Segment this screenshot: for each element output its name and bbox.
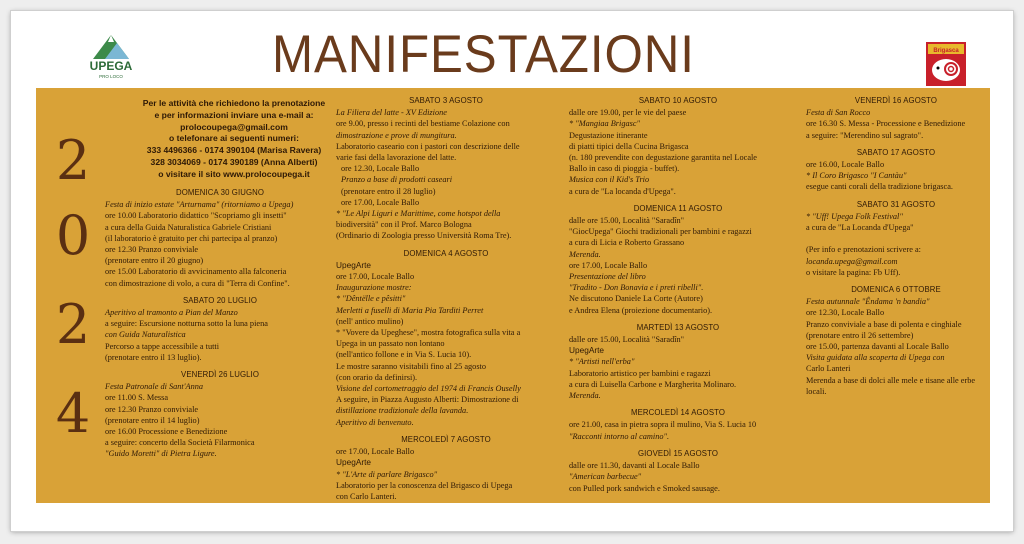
page-title: MANIFESTAZIONI [272,25,695,84]
event-line: con Pulled pork sandwich e Smoked sausage. [569,483,720,493]
event-line: con Guida Naturalistica [105,330,186,340]
event-line: La Filiera del latte - XV Edizione [336,108,447,118]
event-line: Laboratorio caseario con i pastori con descrizione delle [336,141,520,151]
event-date-heading: DOMENICA 4 AGOSTO [403,248,489,258]
event-block [806,284,986,397]
event-line: ore 11.00 S. Messa [105,393,169,403]
event-line: ore 12.30 Pranzo conviviale [105,404,199,414]
event-line: Le mostre saranno visitabili fino al 25 agosto [336,361,487,371]
event-line: (prenotare entro il 28 luglio) [341,186,436,196]
event-line: e Andrea Elena (proiezione documentario). [569,305,713,315]
event-line [806,233,986,244]
event-line: Merenda. [569,391,601,401]
event-line: ore 16.30 S. Messa - Processione e Benedizione [806,119,966,129]
event-block [569,322,787,401]
event-line: * "Dêntëlle e pêsitti" [336,294,406,304]
events-column-4 [806,95,986,397]
brigasca-ram-logo [926,42,966,86]
event-line: Festa di San Rocco [806,108,871,118]
event-line: UpegArte [336,457,372,468]
event-line: (il laboratorio è gratuito per chi partecipa al pranzo) [105,233,278,243]
contact-info-line: 333 4496366 - 0174 390104 (Marisa Ravera) [146,145,322,156]
event-line: "Tradito - Don Bonavia e i preti ribelli". [569,283,704,293]
event-date-heading: SABATO 31 AGOSTO [856,199,936,209]
event-line: biodiversità" con il Prof. Marco Bologna [336,220,472,230]
events-column-1 [105,187,335,460]
event-date-heading: DOMENICA 30 GIUGNO [175,188,264,197]
event-line: dalle ore 15.00, Località "Saradîn" [569,216,685,226]
contact-info-line: o telefonare ai seguenti numeri: [169,133,299,144]
event-line: esegue canti corali della tradizione brigasca. [806,182,953,192]
event-line: UpegArte [569,345,605,356]
event-line: Merletti a fuselli di Maria Pia Tarditi Perret [336,305,484,315]
event-block [105,369,335,460]
event-line: ore 15.00 Laboratorio di avvicinamento alla falconeria [105,267,287,277]
event-line: * "Uff! Upega Folk Festival" [806,211,903,221]
event-line: Inaugurazione mostre: [336,283,412,293]
event-line: * "Mangiaa Brigasc" [569,119,641,129]
event-line: con dimostrazione di volo, a cura di "Terra di Confine". [105,278,290,288]
event-line: "Guido Moretti" di Pietra Ligure. [105,449,217,459]
event-line: Ne discutono Daniele La Corte (Autore) [569,294,703,304]
event-line: (n. 180 prevendite con degustazione garantita nel Locale [569,153,757,163]
event-line: ore 15.00, partenza davanti al Locale Ballo [806,342,949,352]
event-line: * "Le Alpi Liguri e Marittime, come hotspot della [336,209,501,219]
event-line: Festa autunnale "Êndama 'n bandia" [806,297,930,307]
event-line: (Ordinario di Zoologia presso Università Roma Tre). [336,231,512,241]
event-line: (prenotare entro il 20 giugno) [105,256,204,266]
event-line: ore 9.00, presso i recinti del bestiame Colazione con [336,119,510,129]
event-date-heading: SABATO 17 AGOSTO [856,147,936,157]
event-block [105,187,335,289]
year-digit: 4 [55,382,91,445]
event-line: Upega in un passato non lontano [336,339,445,349]
event-date-heading: DOMENICA 11 AGOSTO [633,203,723,213]
event-date-heading: VENERDÌ 16 AGOSTO [854,96,938,105]
event-line: Pranzo conviviale a base di polenta e cinghiale [806,319,962,329]
event-line: ore 17.00, Locale Ballo [569,260,648,270]
event-line: Festa Patronale di Sant'Anna [105,382,204,392]
event-line: dalle ore 19.00, per le vie del paese [569,108,687,118]
event-line: con Carlo Lanteri. [336,491,397,501]
event-line: * "Artisti nell'erba" [569,357,635,367]
events-column-2 [336,95,556,502]
event-line: a cura della Guida Naturalistica Gabriele Cristiani [105,222,272,232]
event-line: ore 12.30, Locale Ballo [341,164,420,174]
event-line: a seguire: "Merendino sul sagrato". [806,130,924,140]
event-block [569,95,787,197]
event-line: dalle ore 15.00, Località "Saradîn" [569,335,685,345]
event-line: Merenda a base di dolci alle mele e tisane alle erbe [806,375,976,385]
event-line: ore 16.00, Locale Ballo [806,160,885,170]
event-line: * "L'Arte di parlare Brigasco" [336,469,438,479]
event-line: di piatti tipici della Cucina Brigasca [569,141,689,151]
event-line: distillazione tradizionale della lavanda. [336,406,469,416]
contact-info-line: Per le attività che richiedono la prenotazione [142,98,326,108]
event-date-heading: MARTEDÌ 13 AGOSTO [636,322,720,332]
event-line: (prenotare entro il 26 settembre) [806,330,914,340]
event-line: Aperitivo di benvenuto. [336,417,414,427]
event-block [569,448,787,494]
event-block [806,147,986,193]
event-line: ore 21.00, casa in pietra sopra il mulino, Via S. Lucia 10 [569,420,757,430]
contact-info-block [119,98,349,181]
event-line: Percorso a tappe accessibile a tutti [105,341,220,351]
event-block [336,248,556,428]
event-line: Visione del cortometraggio del 1974 di Francis Ouselly [336,384,521,394]
event-line: o visitare la pagina: Fb Uff). [806,267,901,277]
event-line: "Racconti intorno al camino". [569,431,670,441]
event-line: (nell' antico mulino) [336,316,404,326]
event-line: locali. [806,386,827,396]
event-block [806,95,986,141]
event-line: ore 12.30 Pranzo conviviale [105,245,199,255]
event-date-heading: SABATO 20 LUGLIO [182,295,258,305]
event-line: Musica con il Kid's Trio [569,175,650,185]
event-date-heading: MERCOLEDÌ 7 AGOSTO [401,434,491,444]
event-line: a cura di Luisella Carbone e Margherita Molinaro. [569,379,737,389]
event-line: (nell'antico follone e in Via S. Lucia 10). [336,350,472,360]
event-line: A seguire, in Piazza Augusto Alberti: Dimostrazione di [336,395,519,405]
event-line: ore 10.00 Laboratorio didattico "Scopriamo gli insetti" [105,211,287,221]
event-line: Merenda. [569,249,601,259]
event-line: a cura de "La Locanda d'Upega" [806,223,914,233]
event-line: Festa di inizio estate "Arturnama" (ritorniamo a Upega) [105,200,294,210]
event-line: (prenotare entro il 14 luglio) [105,415,200,425]
event-line: Laboratorio per la conoscenza del Brigasco di Upega [336,480,513,490]
event-line: "American barbecue" [569,472,642,482]
event-line: ore 17.00, Locale Ballo [336,447,415,457]
event-line: a cura di Licia e Roberto Grassano [569,238,685,248]
event-line: Carlo Lanteri [806,364,851,374]
event-date-heading: GIOVEDÌ 15 AGOSTO [638,448,718,458]
contact-info-line: e per informazioni inviare una e-mail a: [154,109,314,120]
event-line: (prenotare entro il 13 luglio). [105,352,202,362]
event-date-heading: DOMENICA 6 OTTOBRE [851,285,941,295]
year-digit: 2 [55,293,91,356]
event-date-heading: VENERDÌ 26 LUGLIO [181,370,259,380]
event-block [569,203,787,316]
event-line: locanda.upega@gmail.com [806,256,898,266]
event-line: ore 12.30, Locale Ballo [806,308,885,318]
event-line: a seguire: Escursione notturna sotto la luna piena [105,319,268,329]
events-column-3 [569,95,787,494]
event-block [105,295,335,363]
event-block [336,95,556,242]
event-line: Laboratorio artistico per bambini e ragazzi [569,368,711,378]
event-line: Degustazione itinerante [569,130,648,140]
event-line: ore 17.00, Locale Ballo [336,272,415,282]
event-date-heading: SABATO 10 AGOSTO [638,96,718,105]
event-line: (Per info e prenotazioni scrivere a: [806,245,921,255]
event-line: "GiocUpega" Giochi tradizionali per bambini e ragazzi [569,227,752,237]
contact-info-line: 328 3034069 - 0174 390189 (Anna Alberti) [150,156,318,167]
event-line: Pranzo a base di prodotti caseari [341,175,453,185]
event-line: * Il Coro Brigasco "I Cantàu" [806,171,907,181]
year-digit: 0 [55,204,91,267]
event-block [569,407,787,442]
event-line: Presentazione del libro [569,272,646,282]
event-line: UpegArte [336,259,372,270]
event-line: varie fasi della lavorazione del latte. [336,153,457,163]
event-line: a seguire: concerto della Società Filarmonica [105,438,255,448]
event-line: a cura de "La locanda d'Upega". [569,186,676,196]
year-digit: 2 [55,129,91,192]
logo-left-text: UPEGA [89,59,133,73]
contact-info-line: prolocoupega@gmail.com [180,121,288,132]
upega-proloco-logo [85,31,137,81]
event-line: dalle ore 11.30, davanti al Locale Ballo [569,461,700,471]
event-line: ore 17.00, Locale Ballo [341,197,420,207]
contact-info-line: o visitare il sito www.prolocoupega.it [158,168,310,179]
event-line: Ballo in caso di pioggia - buffet). [569,164,680,174]
event-line: * "Vovere da Upeghese", mostra fotografica sulla vita a [336,328,521,338]
event-line: Aperitivo al tramonto a Pian del Manzo [105,308,238,318]
event-line: Visita guidata alla scoperta di Upega con [806,353,945,363]
logo-left-sub: PRO LOCO [99,74,123,79]
event-date-heading: SABATO 3 AGOSTO [409,96,483,105]
logo-right-text: Brigasca [933,48,959,54]
event-date-heading: MERCOLEDÌ 14 AGOSTO [630,408,726,418]
event-line: (con orario da definirsi). [336,372,418,382]
event-block [336,434,556,502]
event-line: ore 16.00 Processione e Benedizione [105,427,228,437]
event-block [806,199,986,278]
event-line: dimostrazione e prove di mungitura. [336,130,457,140]
